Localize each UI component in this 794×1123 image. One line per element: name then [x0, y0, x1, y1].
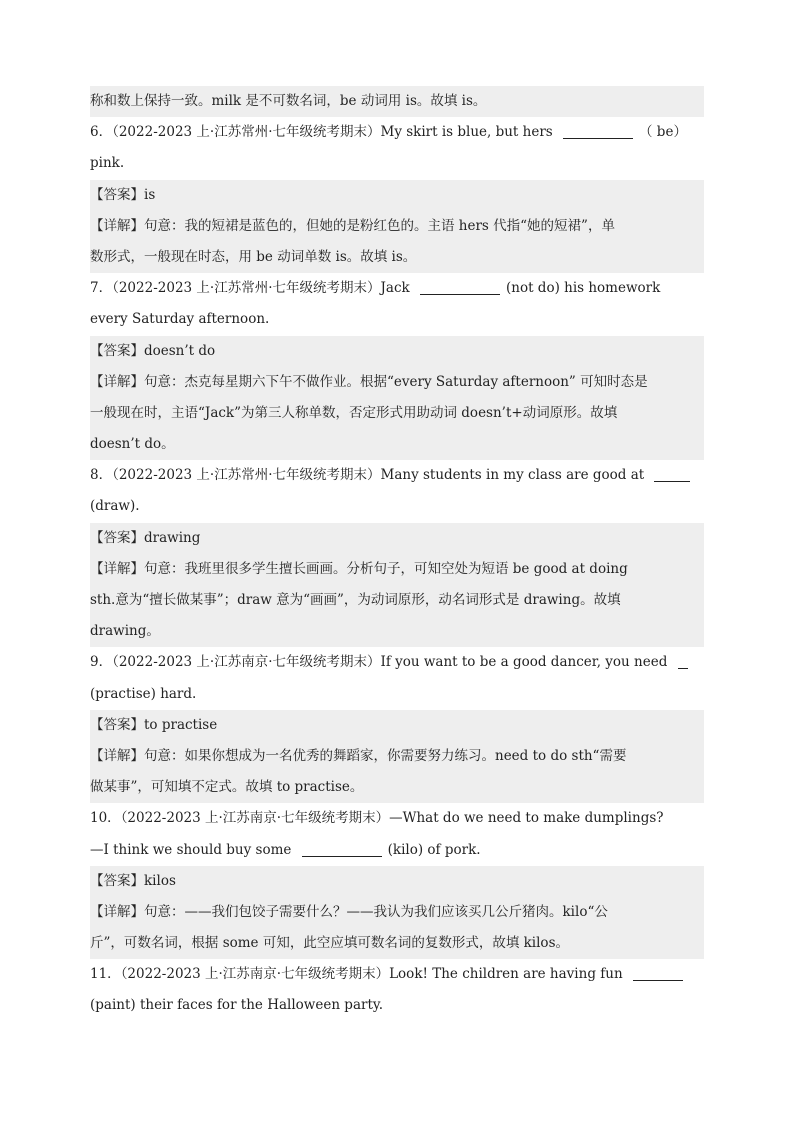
question-source: （2022-2023 上·江苏常州·七年级统考期末） [112, 280, 381, 297]
question-hint: (kilo) of pork. [387, 841, 481, 858]
question-text: —What do we need to make dumplings? [389, 810, 664, 827]
question-text: (practise) hard. [90, 685, 197, 702]
question-text: every Saturday afternoon. [90, 311, 270, 328]
question-text: My skirt is blue, but hers [380, 124, 558, 141]
question-text: If you want to be a good dancer, you need [380, 654, 672, 671]
question-line [90, 959, 704, 990]
explanation-line: 【详解】句意：我班里很多学生擅长画画。分析句子，可知空处为短语 be good at doing [90, 554, 704, 585]
explanation-line: 【详解】句意：如果你想成为一名优秀的舞蹈家，你需要努力练习。need to do sth“需要 [90, 741, 704, 772]
question-text: Many students in my class are good at [380, 467, 649, 484]
question-source: （2022-2023 上·江苏南京·七年级统考期末） [120, 810, 390, 827]
explanation-line: drawing。 [90, 616, 704, 647]
answer-blank [633, 966, 683, 981]
question-line [90, 803, 704, 834]
question-line [90, 117, 704, 148]
question-text: (draw). [90, 498, 140, 515]
answer-line: 【答案】is [90, 180, 704, 211]
answer-line: 【答案】kilos [90, 866, 704, 897]
answer-blank [563, 124, 633, 139]
question-line [90, 835, 704, 866]
question-text: (paint) their faces for the Halloween party. [90, 997, 384, 1014]
explanation-line: 做某事”，可知填不定式。故填 to practise。 [90, 772, 704, 803]
question-hint: （ be） [639, 124, 687, 141]
explanation-line: 【详解】句意：杰克每星期六下午不做作业。根据“every Saturday afternoon” 可知时态是 [90, 367, 704, 398]
question-number: 7． [90, 280, 113, 297]
explanation-line: 【详解】句意：我的短裙是蓝色的，但她的是粉红色的。主语 hers 代指“她的短裙”，单 [90, 211, 704, 242]
question-number: 6． [90, 124, 113, 141]
question-line [90, 273, 704, 304]
question-source: （2022-2023 上·江苏南京·七年级统考期末） [120, 966, 390, 983]
question-text: —I think we should buy some [90, 841, 296, 858]
answer-blank [678, 654, 688, 669]
answer-line: 【答案】to practise [90, 710, 704, 741]
worksheet [90, 86, 704, 1022]
question-source: （2022-2023 上·江苏南京·七年级统考期末） [112, 654, 381, 671]
explanation-line: doesn’t do。 [90, 429, 704, 460]
answer-blank [302, 842, 382, 857]
question-text: pink. [90, 155, 125, 172]
explanation-line: 数形式，一般现在时态，用 be 动词单数 is。故填 is。 [90, 242, 704, 273]
question-text: Jack [380, 280, 414, 297]
question-source: （2022-2023 上·江苏常州·七年级统考期末） [112, 124, 381, 141]
question-line [90, 460, 704, 491]
question-hint: (not do) his homework [506, 280, 661, 297]
question-text: Look! The children are having fun [389, 966, 627, 983]
question-number: 10． [90, 810, 121, 827]
explanation-line: 一般现在时，主语“Jack”为第三人称单数，否定形式用助动词 doesn’t+动词原形。故填 [90, 398, 704, 429]
answer-blank [654, 467, 690, 482]
question-number: 8． [90, 467, 113, 484]
question-number: 9． [90, 654, 113, 671]
answer-blank [420, 280, 500, 295]
explanation-line: 称和数上保持一致。milk 是不可数名词，be 动词用 is。故填 is。 [90, 86, 704, 117]
explanation-line: sth.意为“擅长做某事”；draw 意为“画画”，为动词原形，动名词形式是 drawing。故填 [90, 585, 704, 616]
explanation-line: 斤”，可数名词，根据 some 可知，此空应填可数名词的复数形式，故填 kilos。 [90, 928, 704, 959]
question-line [90, 647, 704, 678]
explanation-line: 【详解】句意：——我们包饺子需要什么？——我认为我们应该买几公斤猪肉。kilo“公 [90, 897, 704, 928]
question-source: （2022-2023 上·江苏常州·七年级统考期末） [112, 467, 381, 484]
answer-line: 【答案】drawing [90, 523, 704, 554]
question-number: 11． [90, 966, 121, 983]
answer-line: 【答案】doesn’t do [90, 336, 704, 367]
